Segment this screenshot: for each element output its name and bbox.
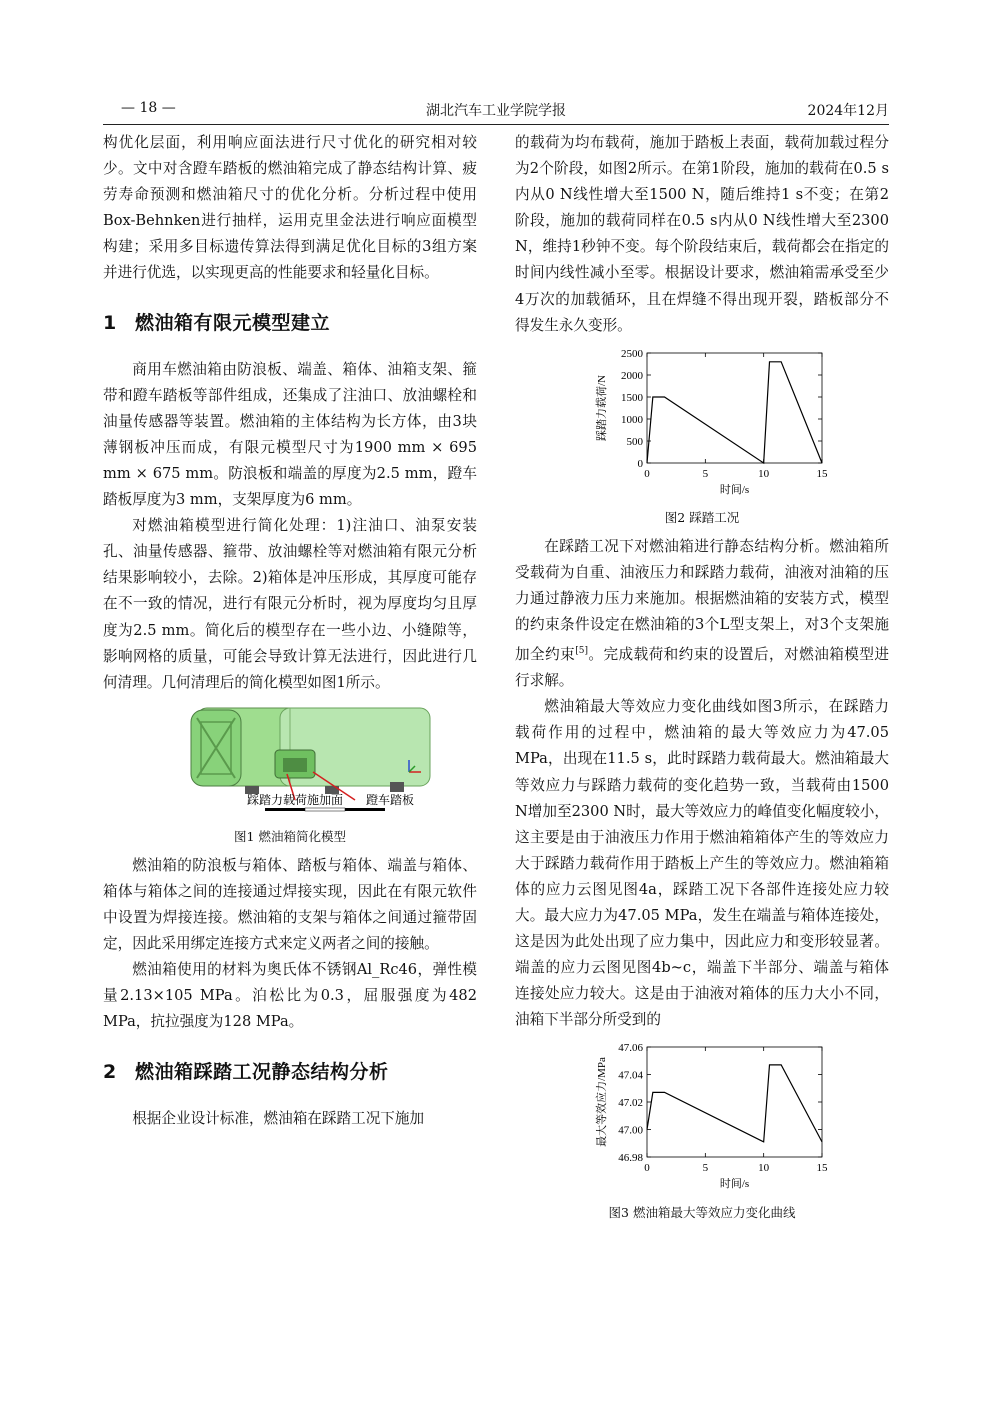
x-tick-label: 5 (702, 467, 709, 480)
plot-frame (647, 353, 822, 463)
issue-date: 2024年12月 (807, 103, 889, 119)
y-tick-label: 1500 (621, 391, 643, 404)
paragraph-text: 。完成载荷和约束的设置后，对燃油箱模型进行求解。 (515, 646, 889, 690)
load-surface-label: 踩踏力载荷施加面 (246, 792, 344, 807)
y-tick-label: 47.04 (618, 1069, 643, 1082)
paragraph: 对燃油箱模型进行简化处理：1)注油口、油泵安装孔、油量传感器、箍带、放油螺栓等对燃油箱有限元分析结果影响较小，去除。2)箱体是冲压形成，其厚度可能存在不一致的情况，进行有限元分析时，视为厚度均匀且厚度为2.5 mm。简化后的模型存在一些小边、小缝隙等，影响网格的质量，可能会导致计算无法进行，因此进行几何清理。几何清理后的简化模型如图1所示。 (103, 517, 477, 691)
pedal-label: 蹬车踏板 (365, 792, 415, 807)
x-tick-label: 15 (816, 1162, 828, 1175)
y-tick-label: 1000 (621, 413, 643, 426)
page-number: — 18 — (121, 100, 176, 116)
section-1-heading (103, 309, 477, 337)
journal-title: 湖北汽车工业学院学报 (426, 103, 566, 119)
section-1-title: 燃油箱有限元模型建立 (135, 311, 331, 334)
paragraph-text: 在踩踏工况下对燃油箱进行静态结构分析。燃油箱所受载荷为自重、油液压力和踩踏力载荷，油液对油箱的压力通过静液力压力来施加。根据燃油箱的安装方式，模型的约束条件设定在燃油箱的3个L型支架上，对3个支架施加全约束 (515, 537, 889, 664)
paragraph: 的载荷为均布载荷，施加于踏板上表面，载荷加载过程分为2个阶段，如图2所示。在第1阶段，施加的载荷在0.5 s内从0 N线性增大至1500 N，随后维持1 s不变；在第2阶段，施加的载荷同样在0.5 s内从0 N线性增大至2300 N，维持1秒钟不变。每个阶段结束后，载荷都会在指定的时间内线性减小至零。根据设计要求，燃油箱需承受至少4万次的加载循环，且在焊缝不得出现开裂，踏板部分不得发生永久变形。 (515, 134, 889, 334)
paragraph: 商用车燃油箱由防浪板、端盖、箱体、油箱支架、箍带和蹬车踏板等部件组成，还集成了注油口、放油螺栓和油量传感器等装置。燃油箱的主体结构为长方体，由3块薄钢板冲压而成，有限元模型尺寸为1900 mm × 695 mm × 675 mm。防浪板和端盖的厚度为2.5 mm，蹬车踏板厚度为3 mm，支架厚度为6 mm。 (103, 360, 477, 509)
paragraph: 燃油箱使用的材料为奥氏体不锈钢Al_Rc46，弹性模量2.13×105 MPa。泊松比为0.3，屈服强度为482 MPa，抗拉强度为128 MPa。 (103, 961, 477, 1031)
section-1-number: 1 (103, 311, 117, 334)
y-axis-label: 最大等效应力/MPa (596, 1057, 608, 1148)
section-2-title: 燃油箱踩踏工况静态结构分析 (135, 1060, 389, 1083)
y-tick-label: 47.00 (618, 1124, 643, 1137)
figure-3-caption: 图3 燃油箱最大等效应力变化曲线 (608, 1204, 796, 1220)
left-column (103, 130, 477, 1132)
series-line (647, 362, 822, 463)
fuel-tank-model-image (145, 702, 435, 814)
x-axis-label: 时间/s (719, 483, 750, 495)
load-chart (552, 345, 852, 495)
y-tick-label: 2500 (621, 347, 643, 360)
y-tick-label: 500 (626, 435, 643, 448)
header-rule (103, 124, 889, 125)
citation: [5] (575, 646, 588, 657)
figure-2 (515, 345, 889, 504)
series-line (647, 1065, 822, 1142)
figure-1-caption: 图1 燃油箱简化模型 (234, 828, 346, 844)
y-tick-label: 46.98 (618, 1152, 643, 1165)
paragraph: 燃油箱最大等效应力变化曲线如图3所示，在踩踏力载荷作用的过程中，燃油箱的最大等效应力为47.05 MPa，出现在11.5 s，此时踩踏力载荷最大。燃油箱最大等效应力与踩踏力载荷的变化趋势一致，当载荷由1500 N增加至2300 N时，最大等效应力的峰值变化幅度较小，这主要是由于油液压力作用于燃油箱箱体产生的等效应力大于踩踏力载荷作用于踏板上产生的等效应力。燃油箱箱体的应力云图见图4a，踩踏工况下各部件连接处应力较大。最大应力为47.05 MPa，发生在端盖与箱体连接处，这是因为此处出现了应力集中，因此应力和变形较显著。端盖的应力云图见图4b~c，端盖下半部分、端盖与箱体连接处应力较大。这是由于油液对箱体的压力大小不同，油箱下半部分所受到的 (515, 698, 889, 1029)
intro-paragraph: 构优化层面，利用响应面法进行尺寸优化的研究相对较少。文中对含蹬车踏板的燃油箱完成了静态结构计算、疲劳寿命预测和燃油箱尺寸的优化分析。分析过程中使用Box-Behnken进行抽样，运用克里金法进行响应面模型构建；采用多目标遗传算法得到满足优化目标的3组方案并进行优选，以实现更高的性能要求和轻量化目标。 (103, 134, 477, 282)
paragraph: 根据企业设计标准，燃油箱在踩踏工况下施加 (132, 1109, 425, 1127)
x-tick-label: 0 (644, 467, 650, 480)
figure-3 (515, 1039, 889, 1198)
paragraph (515, 534, 889, 694)
figure-1 (103, 702, 477, 823)
paragraph: 燃油箱的防浪板与箱体、踏板与箱体、端盖与箱体、箱体与箱体之间的连接通过焊接实现，因此在有限元软件中设置为焊接连接。燃油箱的支架与箱体之间通过箍带固定，因此采用绑定连接方式来定义两者之间的接触。 (103, 856, 477, 953)
figure-2-caption: 图2 踩踏工况 (664, 509, 740, 525)
y-tick-label: 47.06 (618, 1042, 643, 1055)
x-axis-label: 时间/s (719, 1178, 750, 1190)
plot-frame (647, 1047, 822, 1157)
section-2-number: 2 (103, 1060, 117, 1083)
x-tick-label: 0 (644, 1162, 650, 1175)
right-column (515, 130, 889, 1229)
x-tick-label: 15 (816, 467, 828, 480)
section-2-heading (103, 1058, 477, 1086)
y-tick-label: 2000 (621, 369, 643, 382)
x-tick-label: 10 (758, 467, 770, 480)
y-axis-label: 踩踏力载荷/N (596, 374, 608, 441)
y-tick-label: 0 (637, 457, 643, 470)
x-tick-label: 5 (702, 1162, 709, 1175)
y-tick-label: 47.02 (618, 1097, 643, 1110)
running-header (103, 100, 889, 122)
x-tick-label: 10 (758, 1162, 770, 1175)
stress-chart (552, 1039, 852, 1189)
